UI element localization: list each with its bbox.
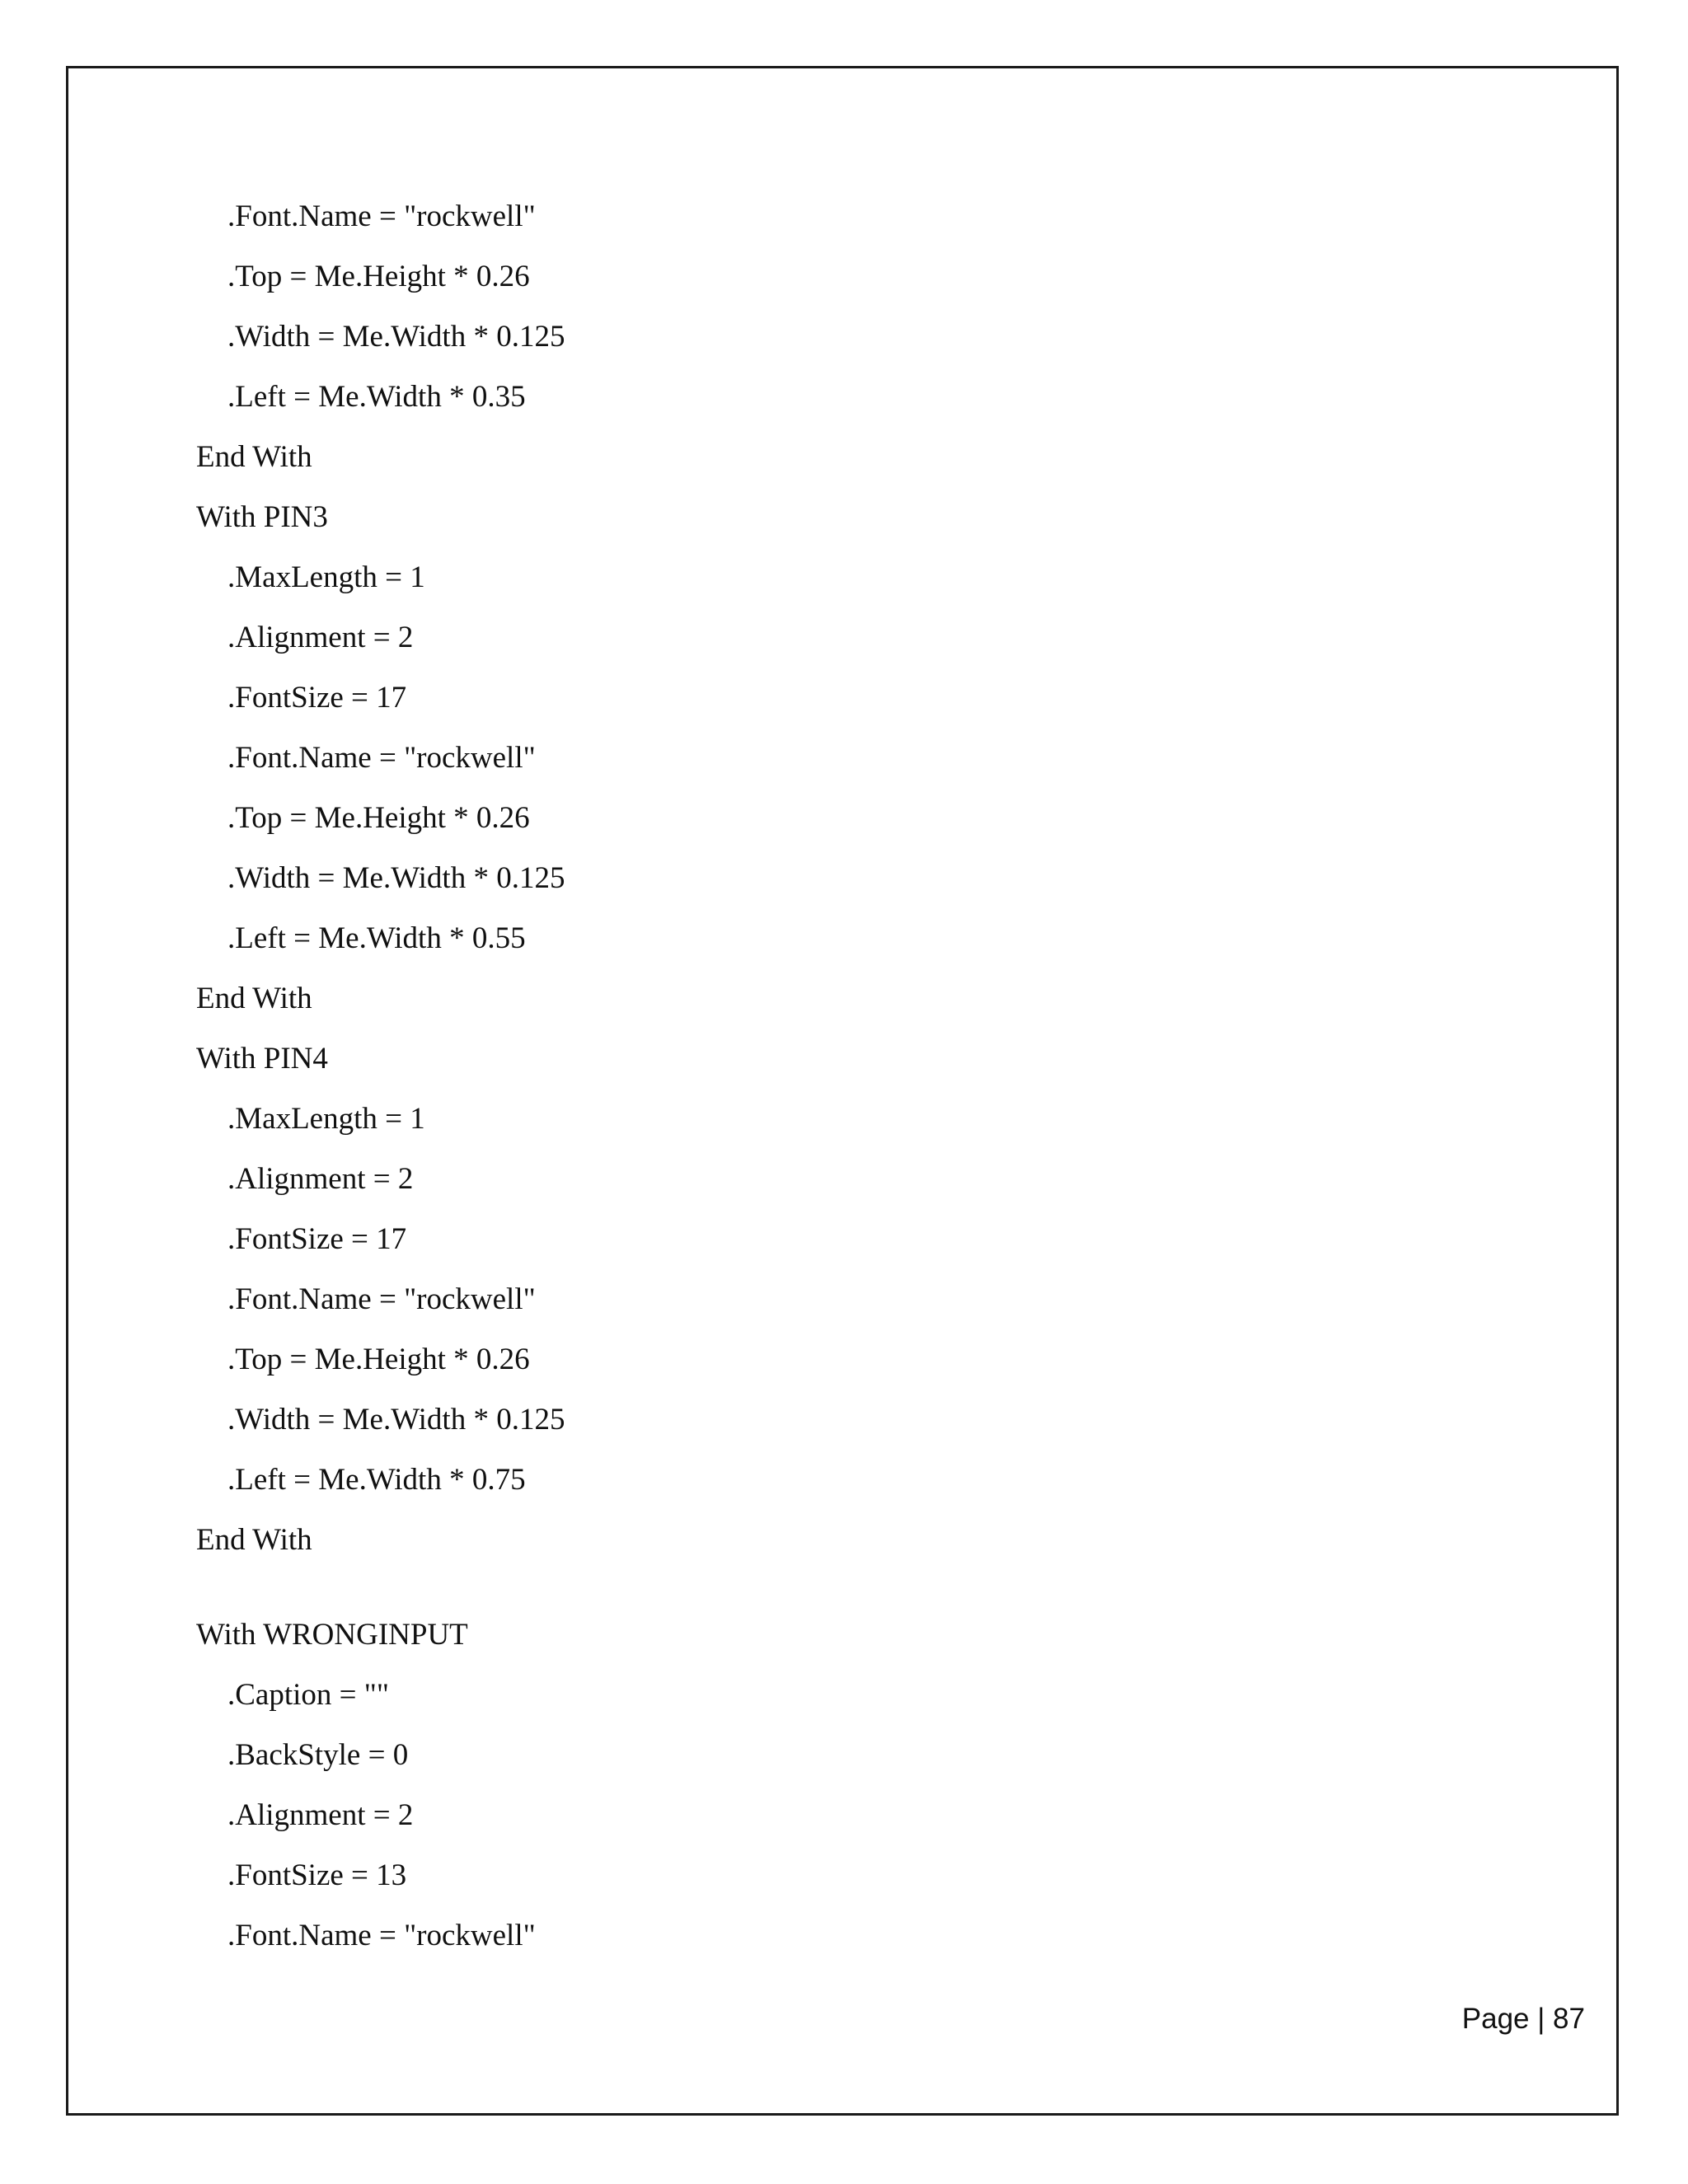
code-line: .Font.Name = "rockwell" [227,1282,536,1316]
code-line: .Width = Me.Width * 0.125 [227,861,565,895]
code-line: End With [196,982,312,1015]
code-line: .Left = Me.Width * 0.75 [227,1463,526,1497]
code-line: .MaxLength = 1 [227,1102,425,1136]
code-line: .FontSize = 13 [227,1858,407,1892]
code-line: End With [196,1523,312,1557]
code-line: With PIN4 [196,1042,328,1076]
code-line: .FontSize = 17 [227,681,407,715]
code-line: .Top = Me.Height * 0.26 [227,801,530,835]
code-line: .Alignment = 2 [227,1162,414,1196]
code-line: .Top = Me.Height * 0.26 [227,1343,530,1376]
code-line: .Alignment = 2 [227,1798,414,1832]
code-line: .Width = Me.Width * 0.125 [227,1403,565,1436]
code-line: .Font.Name = "rockwell" [227,741,536,775]
code-line: .Font.Name = "rockwell" [227,1919,536,1952]
code-line: .Left = Me.Width * 0.35 [227,380,526,414]
code-line: .Alignment = 2 [227,621,414,654]
code-line: .Font.Name = "rockwell" [227,199,536,233]
code-line: With PIN3 [196,500,328,534]
code-line: .BackStyle = 0 [227,1738,409,1772]
code-line: .Width = Me.Width * 0.125 [227,320,565,354]
code-line: .Left = Me.Width * 0.55 [227,921,526,955]
code-line: .Top = Me.Height * 0.26 [227,260,530,293]
code-block [196,198,1350,1977]
code-line: .FontSize = 17 [227,1222,407,1256]
code-line: .MaxLength = 1 [227,560,425,594]
code-line: With WRONGINPUT [196,1618,468,1652]
page-number: Page | 87 [1461,2003,1585,2035]
code-line: .Caption = "" [227,1678,389,1712]
code-line: End With [196,440,312,474]
